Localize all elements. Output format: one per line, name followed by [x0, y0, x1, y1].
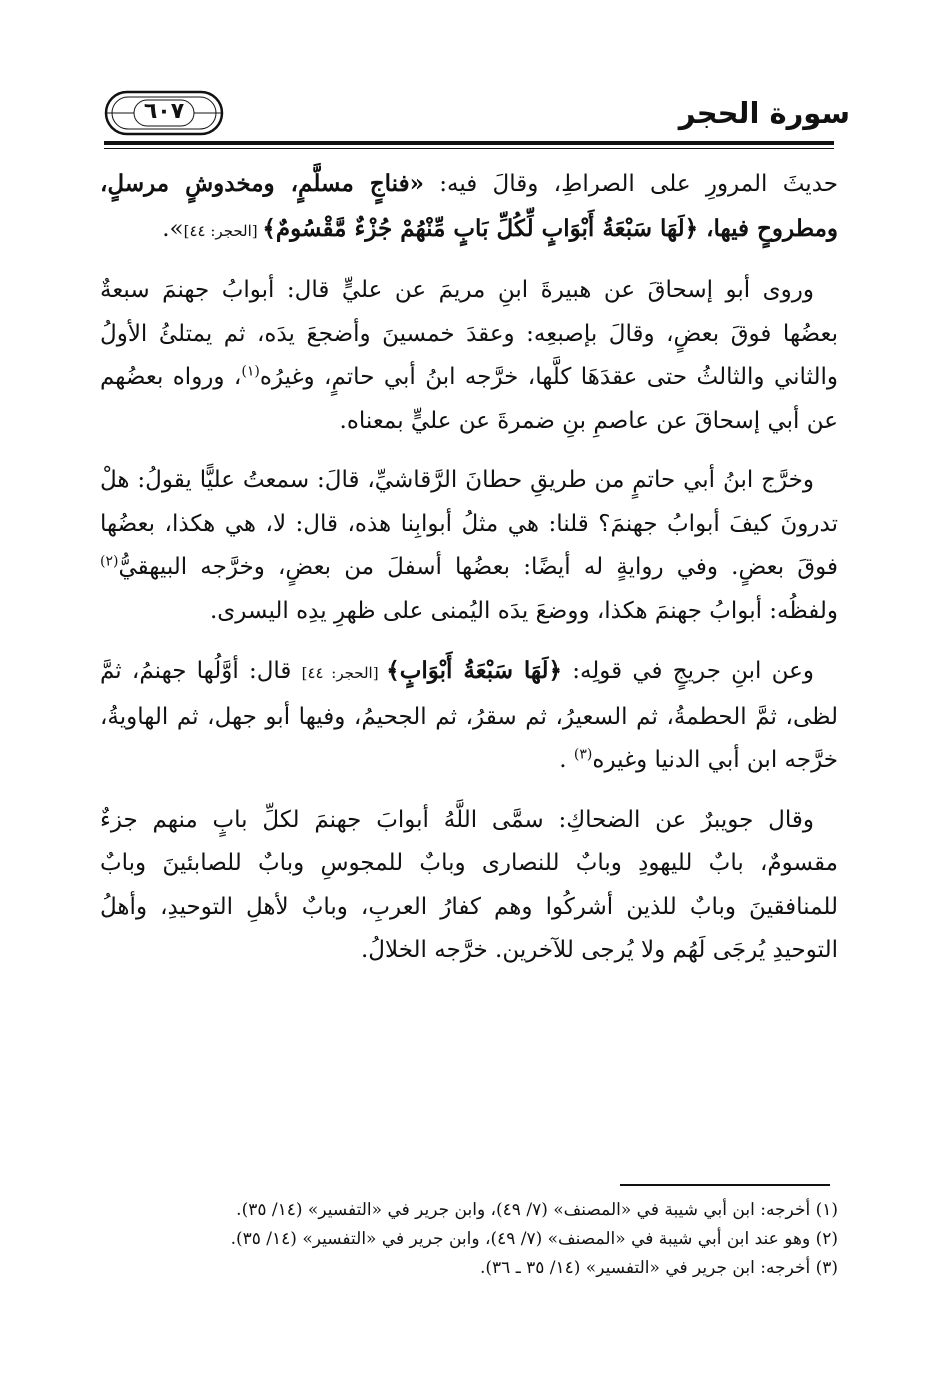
paragraph-4-verse: ﴿لَهَا سَبْعَةُ أَبْوَابٍ﴾ [386, 657, 562, 684]
page-number-badge [104, 88, 224, 138]
paragraph-1 [100, 162, 838, 253]
paragraph-3 [100, 459, 838, 633]
header-rule-thin [104, 148, 834, 149]
footnote-marker-2[interactable]: (٢) [100, 553, 119, 570]
footnotes [100, 1196, 838, 1283]
paragraph-4-text-c: قال: أوَّلُها جهنمُ، ثمَّ لظى، ثمَّ الحطمةُ، ثم السعيرُ، ثم سقرُ، ثم الجحيمُ، وفيها أبو جهل، ثم الهاويةُ، خرَّجه ابن أبي الدنيا وغيره [100, 658, 838, 773]
footnote-1: (١) أخرجه: ابن أبي شيبة في «المصنف» (٧/ ٤٩)، وابن جرير في «التفسير» (١٤/ ٣٥). [236, 1200, 838, 1220]
paragraph-5 [100, 799, 838, 973]
footnote-divider [620, 1184, 830, 1186]
footnote-marker-3[interactable]: (٣) [573, 746, 593, 763]
paragraph-5-text: وقال جويبرٌ عن الضحاكِ: سمَّى اللَّهُ أبوابَ جهنمَ لكلِّ بابٍ منهم جزءٌ مقسومٌ، بابٌ لليهودِ وبابٌ للنصارى وبابٌ للمجوسِ وبابٌ للصابئينَ وبابٌ للمنافقينَ وبابٌ للذين أشركُوا وهم كفارُ العربِ، وبابٌ لأهلِ التوحيدِ، وأهلُ التوحيدِ يُرجَى لَهُم ولا يُرجى للآخرين. خرَّجه الخلالُ. [100, 806, 838, 963]
paragraph-4-verse-ref: [الحجر: ٤٤] [301, 664, 387, 682]
paragraph-2 [100, 269, 838, 443]
paragraph-3-text-b: ولفظُه: أبوابُ جهنمَ هكذا، ووضعَ يدَه اليُمنى على ظهرِ يدِه اليسرى. [209, 597, 838, 624]
main-text [100, 162, 838, 989]
header-rule-thick [104, 141, 834, 145]
footnote-2: (٢) وهو عند ابن أبي شيبة في «المصنف» (٧/ ٤٩)، وابن جرير في «التفسير» (١٤/ ٣٥). [230, 1229, 838, 1249]
paragraph-3-text-a: وخرَّج ابنُ أبي حاتمٍ من طريقِ حطانَ الرَّقاشيِّ، قالَ: سمعتُ عليًّا يقولُ: هلْ تدرونَ كيفَ أبوابُ جهنمَ؟ قلنا: هي مثلُ أبوابِنا هذه، قال: لا، هي هكذا، بعضُها فوقَ بعضٍ. وفي روايةٍ له أيضًا: بعضُها أسفلَ من بعضٍ، وخرَّجه البيهقيُّ [100, 467, 838, 580]
paragraph-4 [100, 649, 838, 783]
paragraph-1-verse-ref: [الحجر: ٤٤] [183, 221, 263, 240]
paragraph-1-quote: «فناجٍ مسلَّمٍ، ومخدوشٍ مرسلٍ، ومطروحٍ فيها، ﴿لَهَا سَبْعَةُ أَبْوَابٍ لِّكُلِّ بَابٍ مِّنْهُمْ جُزْءٌ مَّقْسُومٌ﴾ [100, 170, 838, 242]
paragraph-4-text-d: . [559, 747, 574, 773]
surah-title: سورة الحجر [678, 96, 850, 130]
footnote-marker-1[interactable]: (١) [241, 363, 260, 380]
page-header [0, 0, 942, 160]
paragraph-2-text-a: وروى أبو إسحاقَ عن هبيرةَ ابنِ مريمَ عن عليٍّ قال: أبوابُ جهنمَ سبعةٌ بعضُها فوقَ بعضٍ، وقالَ بإصبعِه: وعقدَ خمسينَ وأضجعَ يدَه، ثم يمتلئُ الأولُ والثاني والثالثُ حتى عقدَهَا كلَّها، خرَّجه ابنُ أبي حاتمٍ، وغيرُه [100, 277, 838, 390]
page-number: ٦٠٧ [143, 99, 185, 124]
paragraph-1-text-a: حديثَ المرورِ على الصراطِ، وقالَ فيه: [423, 171, 838, 197]
paragraph-1-text-c: ». [162, 215, 184, 242]
paragraph-4-text-a: وعن ابنِ جريجٍ في قولِه: [562, 658, 814, 684]
footnote-3: (٣) أخرجه: ابن جرير في «التفسير» (١٤/ ٣٥ ـ ٣٦). [479, 1258, 838, 1278]
paragraph-2-text-b: ، ورواه بعضُهم عن أبي إسحاقَ عن عاصمِ بنِ ضمرةَ عن عليٍّ بمعناه. [100, 364, 838, 434]
